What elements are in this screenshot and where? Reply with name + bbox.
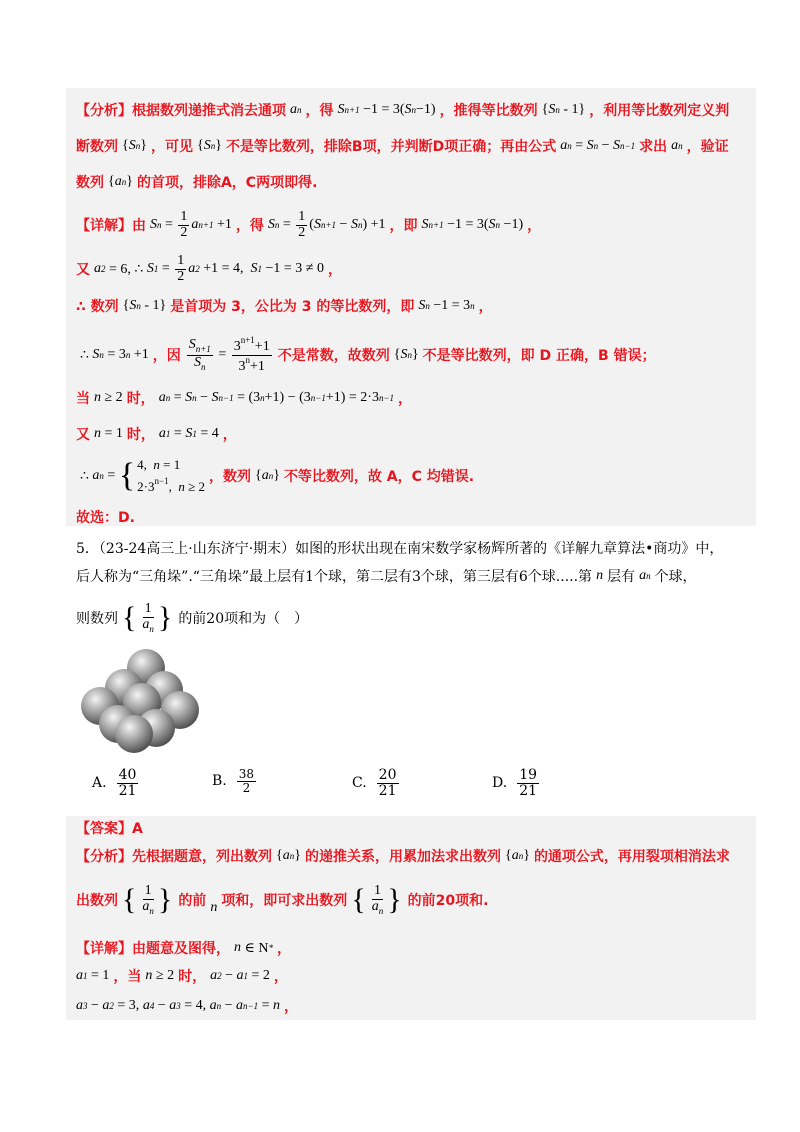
detail-line-5: 当 n ≥ 2 时， a n = S n − S n−1 = (3 n +1) − (3 n−1 +1) = 2·3 n−1 ， — [76, 390, 413, 407]
analysis-line-2: 断数列 { S n } ，可见 { S n } 不是等比数列，排除B项，并判断D项正确；再由公式 a n = S n − S n−1 求出 a n ，验证 — [76, 138, 729, 155]
question-line-1: 5．（23-24高三上·山东济宁·期末）如图的形状出现在南宋数学家杨辉所著的《详解九章算法•商功》中， — [76, 541, 724, 557]
option-c[interactable]: C. $\frac{20}{21}$ — [352, 767, 397, 799]
triangular-pile-figure — [76, 648, 202, 756]
option-a[interactable]: A. $\frac{40}{21}$ — [92, 767, 137, 799]
analysis-5-line-1: 【分析】 先根据题意，列出数列 { a n } 的递推关系，用累加法求出数列 { a n } 的通项公式，再用裂项相消法求 — [76, 848, 730, 865]
detail-5-line-1: 【详解】 由题意及图得， n ∈ N * ， — [76, 940, 291, 957]
final-answer-4: 故选：D. — [76, 510, 135, 526]
detail-line-4: ∴ S n = 3 n +1 ，因 $\frac{S_{n+1}}{S_n}$ = $\frac{3^{n+1}+1}{3^n+1}$ 不是常数，故数列 { S n } 不是等比数列，即 D 正确，B 错误； — [80, 335, 656, 374]
analysis-5-line-2: 出数列 { $\frac{1}{a_n}$ } 的前 n 项和，即可求出数列 { $\frac{1}{a_n}$ } 的前20项和. — [76, 883, 489, 917]
detail-5-line-2: a 1 = 1 ，当 n ≥ 2 时， a 2 − a 1 = 2 ， — [76, 968, 288, 985]
detail-line-3: ∴ 数列 { S n - 1} 是首项为 3，公比为 3 的等比数列，即 S n −1 = 3 n ， — [76, 298, 493, 315]
analysis-line-1: 【分析】 根据数列递推式消去通项 a n ，得 S n+1 −1 = 3( S n −1) ，推得等比数列 { S n - 1} ，利用等比数列定义判 — [76, 102, 730, 119]
detail-line-2: 又 a 2 = 6, ∴ S 1 = $\frac{1}{2}$ a 2 +1 = 4, S 1 −1 = 3 ≠ 0 ， — [76, 253, 342, 284]
option-d[interactable]: D. $\frac{19}{21}$ — [492, 767, 538, 799]
ball — [115, 715, 153, 753]
math-an: a n — [290, 102, 302, 117]
math-recurrence: S n+1 −1 = 3( S n −1) — [337, 102, 436, 117]
question-line-2: 后人称为“三角垛”.“三角垛”最上层有1个球，第二层有3个球，第三层有6个球.....第 n 层有 a n 个球， — [76, 568, 697, 585]
analysis-label: 【分析】 — [76, 103, 132, 119]
answer-5: 【答案】A — [76, 821, 143, 837]
analysis-line-3: 数列 { a n } 的首项，排除A，C两项即得. — [76, 174, 318, 191]
detail-label: 【详解】 — [76, 218, 132, 235]
question-line-3: 则数列 { $\frac{1}{a_n}$ } 的前20项和为（ ） — [76, 601, 309, 635]
detail-line-6: 又 n = 1 时， a 1 = S 1 = 4 ， — [76, 426, 237, 443]
detail-line-1: 【详解】 由 S n = $\frac{1}{2}$ a n+1 +1 ，得 S n = $\frac{1}{2}$ ( S n+1 − S n ) +1 ，即 S n+1 −1 = 3( S n −1) ， — [76, 209, 542, 240]
math-an-formula: a n = S n − S n−1 — [560, 138, 636, 153]
detail-5-line-3: a 3 − a 2 = 3, a 4 − a 3 = 4, a n − a n−1 = n ， — [76, 998, 299, 1015]
detail-line-7: ∴ a n = { 4, n = 1 $2\cdot 3^{n-1}$, n ≥ 2 ，数列 { a n } 不等比数列，故 A，C 均错误. — [80, 457, 475, 495]
option-b[interactable]: B. $\frac{38}{2}$ — [212, 767, 255, 795]
math-seq-sn-minus-1: { S n - 1} — [541, 102, 586, 117]
